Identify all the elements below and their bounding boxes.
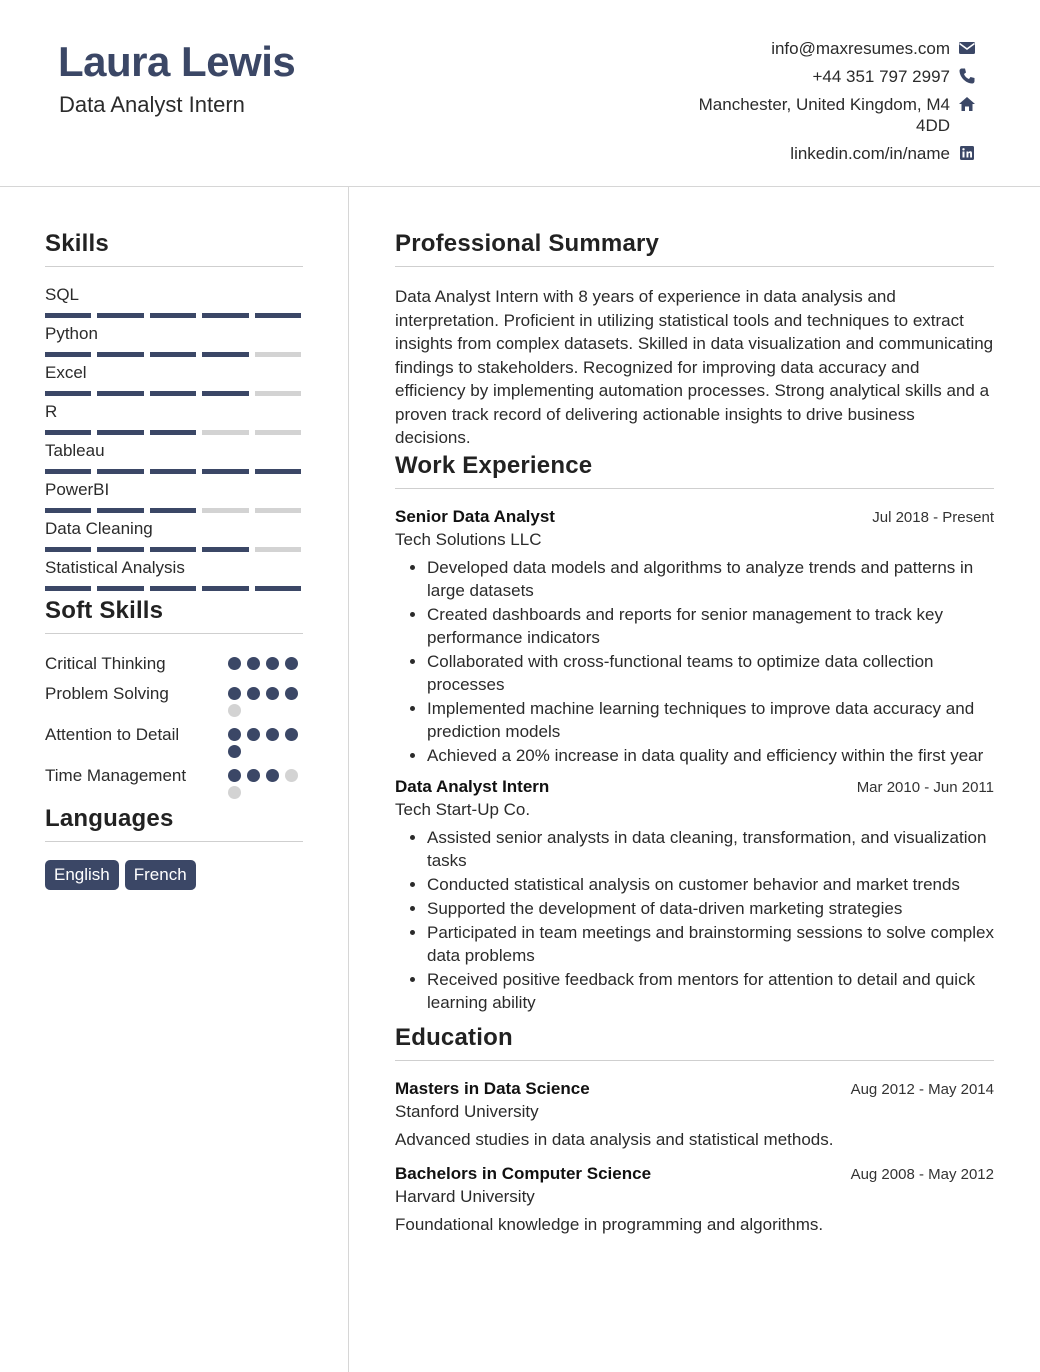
skill-item xyxy=(45,363,303,396)
rating-dot xyxy=(247,769,260,782)
education-header xyxy=(395,1079,994,1099)
skill-name: PowerBI xyxy=(45,480,110,499)
job-header xyxy=(395,777,994,797)
skill-name: R xyxy=(45,402,58,421)
skill-item xyxy=(45,519,303,552)
rating-dot xyxy=(285,769,298,782)
skill-level-segment xyxy=(150,352,196,357)
education-entry xyxy=(395,1079,994,1150)
skill-item xyxy=(45,324,303,357)
education-entry xyxy=(395,1164,994,1235)
skill-name: Tableau xyxy=(45,441,105,460)
soft-skill-item xyxy=(45,723,303,758)
soft-skill-name: Attention to Detail xyxy=(45,725,180,744)
job-bullet: • Assisted senior analysts in data cleaning, transformation, and visualization tasks xyxy=(427,826,994,872)
job-bullet: • Supported the development of data-driven marketing strategies xyxy=(427,897,994,920)
rating-dot xyxy=(228,728,241,741)
job-title: Data Analyst Intern xyxy=(395,776,550,796)
skill-level-bar xyxy=(45,430,301,435)
language-tag: French xyxy=(125,860,196,890)
rating-dot xyxy=(247,728,260,741)
rating-dot xyxy=(247,687,260,700)
skill-level-segment xyxy=(97,469,143,474)
phone-icon xyxy=(958,67,976,85)
rating-dot xyxy=(247,657,260,670)
degree-title: Masters in Data Science xyxy=(395,1078,590,1098)
rating-dot xyxy=(228,745,241,758)
rating-dot xyxy=(266,687,279,700)
school-name: Harvard University xyxy=(395,1186,535,1206)
contact-address xyxy=(646,94,976,136)
skill-level-segment xyxy=(45,586,91,591)
skill-level-bar xyxy=(45,547,301,552)
skill-level-segment xyxy=(45,547,91,552)
skill-level-segment xyxy=(202,586,248,591)
rating-dot xyxy=(285,657,298,670)
skill-level-segment xyxy=(45,352,91,357)
contact-address-text: Manchester, United Kingdom, M4 4DD xyxy=(698,95,950,135)
soft-skill-name: Critical Thinking xyxy=(45,654,166,673)
education-date: Aug 2008 - May 2012 xyxy=(850,1165,994,1183)
job-bullet: • Developed data models and algorithms to analyze trends and patterns in large datasets xyxy=(427,556,994,602)
soft-skill-rating xyxy=(228,652,303,676)
skill-level-segment xyxy=(202,313,248,318)
soft-skill-name: Time Management xyxy=(45,766,187,785)
rating-dot xyxy=(266,769,279,782)
job-bullet: • Participated in team meetings and brainstorming sessions to solve complex data problems xyxy=(427,921,994,967)
skill-level-segment xyxy=(202,469,248,474)
soft-skill-name: Problem Solving xyxy=(45,684,169,703)
skill-level-segment xyxy=(45,313,91,318)
rating-dot xyxy=(228,769,241,782)
job-entry xyxy=(395,777,994,1014)
soft-skills-list xyxy=(45,652,303,799)
skill-level-bar xyxy=(45,469,301,474)
skill-level-segment xyxy=(255,391,301,396)
summary-heading: Professional Summary xyxy=(395,230,994,267)
skill-name: Python xyxy=(45,324,98,343)
skill-level-bar xyxy=(45,508,301,513)
skill-level-segment xyxy=(97,586,143,591)
skill-level-segment xyxy=(202,391,248,396)
skill-name: SQL xyxy=(45,285,80,304)
candidate-name: Laura Lewis xyxy=(58,38,296,85)
education-header xyxy=(395,1164,994,1184)
rating-dot xyxy=(266,657,279,670)
rating-dot xyxy=(266,728,279,741)
envelope-icon xyxy=(958,39,976,57)
job-header xyxy=(395,507,994,527)
left-column xyxy=(45,230,303,890)
job-date: Jul 2018 - Present xyxy=(872,508,994,526)
job-date: Mar 2010 - Jun 2011 xyxy=(856,778,994,796)
rating-dot xyxy=(228,687,241,700)
skill-item xyxy=(45,480,303,513)
skill-level-bar xyxy=(45,313,301,318)
skill-level-segment xyxy=(255,508,301,513)
job-bullets xyxy=(395,556,994,767)
soft-skill-rating xyxy=(228,723,303,758)
education-description: Advanced studies in data analysis and statistical methods. xyxy=(395,1129,834,1149)
skill-level-segment xyxy=(255,586,301,591)
skill-level-segment xyxy=(97,508,143,513)
experience-heading: Work Experience xyxy=(395,452,994,489)
job-title: Senior Data Analyst xyxy=(395,506,555,526)
column-divider xyxy=(348,187,349,1372)
experience-list xyxy=(395,507,994,1014)
skill-level-segment xyxy=(45,469,91,474)
skill-level-segment xyxy=(255,352,301,357)
soft-skills-heading: Soft Skills xyxy=(45,597,303,634)
skill-level-segment xyxy=(97,430,143,435)
school-name: Stanford University xyxy=(395,1101,539,1121)
soft-skill-item xyxy=(45,652,303,676)
soft-skill-item xyxy=(45,764,303,799)
job-bullets xyxy=(395,826,994,1014)
skill-level-segment xyxy=(97,352,143,357)
skill-level-bar xyxy=(45,352,301,357)
education-heading: Education xyxy=(395,1024,994,1061)
job-bullet: • Created dashboards and reports for senior management to track key performance indicators xyxy=(427,603,994,649)
job-company: Tech Start-Up Co. xyxy=(395,799,531,819)
resume-header xyxy=(0,0,1040,187)
linkedin-icon xyxy=(958,144,976,162)
degree-title: Bachelors in Computer Science xyxy=(395,1163,652,1183)
job-bullet: • Implemented machine learning techniques to improve data accuracy and prediction models xyxy=(427,697,994,743)
skill-level-segment xyxy=(255,313,301,318)
contact-phone-text[interactable]: +44 351 797 2997 xyxy=(812,67,950,86)
right-column xyxy=(395,230,994,1249)
language-tag: English xyxy=(45,860,119,890)
skill-name: Statistical Analysis xyxy=(45,558,185,577)
education-description: Foundational knowledge in programming and algorithms. xyxy=(395,1214,824,1234)
contact-email-text[interactable]: info@maxresumes.com xyxy=(771,39,950,58)
skill-level-segment xyxy=(150,508,196,513)
skill-level-segment xyxy=(255,547,301,552)
skill-level-segment xyxy=(255,469,301,474)
skill-level-segment xyxy=(202,352,248,357)
skill-item xyxy=(45,558,303,591)
candidate-role: Data Analyst Intern xyxy=(59,92,245,117)
skills-list xyxy=(45,285,303,591)
skills-heading: Skills xyxy=(45,230,303,267)
skill-name: Data Cleaning xyxy=(45,519,153,538)
job-bullet: • Conducted statistical analysis on customer behavior and market trends xyxy=(427,873,994,896)
skill-level-segment xyxy=(202,547,248,552)
rating-dot xyxy=(285,728,298,741)
soft-skill-item xyxy=(45,682,303,717)
skill-level-segment xyxy=(202,508,248,513)
rating-dot xyxy=(228,704,241,717)
contact-linkedin-text[interactable]: linkedin.com/in/name xyxy=(790,144,950,163)
summary-text: Data Analyst Intern with 8 years of experience in data analysis and interpretation. Proficient in utilizing statistical tools and techniques to extract insights from complex datasets. Skilled in data visualization and communicating findings to stakeholders. Recognized for improving data accuracy and efficiency by implementing automation processes. Strong analytical skills and a proven track record of delivering actionable insights to drive business decisions. xyxy=(395,287,994,447)
skill-level-segment xyxy=(150,469,196,474)
education-list xyxy=(395,1079,994,1235)
skill-level-segment xyxy=(97,391,143,396)
contact-list xyxy=(646,38,976,171)
skill-level-segment xyxy=(150,586,196,591)
rating-dot xyxy=(285,687,298,700)
skill-item xyxy=(45,441,303,474)
languages-heading: Languages xyxy=(45,805,303,842)
job-bullet: • Received positive feedback from mentors for attention to detail and quick learning ability xyxy=(427,968,994,1014)
skill-item xyxy=(45,285,303,318)
job-bullet: • Achieved a 20% increase in data quality and efficiency within the first year xyxy=(427,744,994,767)
skill-level-segment xyxy=(45,508,91,513)
skill-name: Excel xyxy=(45,363,87,382)
skill-level-segment xyxy=(202,430,248,435)
job-bullet: • Collaborated with cross-functional teams to optimize data collection processes xyxy=(427,650,994,696)
skill-item xyxy=(45,402,303,435)
soft-skill-rating xyxy=(228,764,303,799)
skill-level-bar xyxy=(45,391,301,396)
job-company: Tech Solutions LLC xyxy=(395,529,542,549)
contact-email[interactable] xyxy=(646,38,976,59)
skill-level-bar xyxy=(45,586,301,591)
soft-skill-rating xyxy=(228,682,303,717)
languages-list xyxy=(45,860,303,890)
skill-level-segment xyxy=(97,547,143,552)
job-entry xyxy=(395,507,994,767)
skill-level-segment xyxy=(150,313,196,318)
skill-level-segment xyxy=(150,430,196,435)
rating-dot xyxy=(228,786,241,799)
skill-level-segment xyxy=(97,313,143,318)
contact-linkedin[interactable] xyxy=(646,143,976,164)
skill-level-segment xyxy=(45,430,91,435)
rating-dot xyxy=(228,657,241,670)
skill-level-segment xyxy=(45,391,91,396)
education-date: Aug 2012 - May 2014 xyxy=(850,1080,994,1098)
home-icon xyxy=(958,95,976,113)
contact-phone[interactable] xyxy=(646,66,976,87)
skill-level-segment xyxy=(150,391,196,396)
skill-level-segment xyxy=(150,547,196,552)
skill-level-segment xyxy=(255,430,301,435)
